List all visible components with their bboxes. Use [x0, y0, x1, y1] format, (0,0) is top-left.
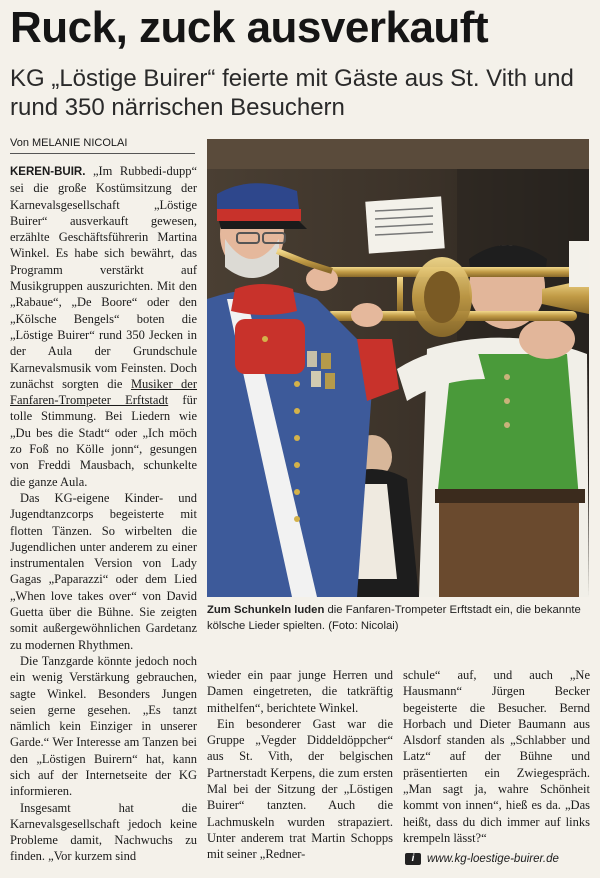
paragraph-1	[10, 163, 197, 490]
info-icon: i	[405, 853, 421, 865]
paragraph-2: Das KG-eigene Kinder- und Jugendtanzcorps begeisterte mit flotten Tänzen. So wirbelten die Jugendlichen unter anderem zu einer instrumentalen Version von Lady Gagas „Paparazzi“ oder dem Lied „When love takes over“ von David Guetta über die Bühne. Sie zeigten somit außergewöhnlichen Gardetanz zu modernen Rhythmen.	[10, 490, 197, 652]
paragraph-7: schule“ auf, und auch „Ne Hausmann“ Jürgen Becker begeisterte die Besucher. Bernd Horbach und Dieter Baumann aus Alsdorf standen als „Schlabber und Latz“ auf der Bühne und präsentierten ein Zwiegespräch. „Man sagt ja, wahre Schönheit kommt von innen“, hieß es da. „Das heißt, dass du dich immer auf links krempeln lässt?“	[403, 668, 590, 845]
paragraph-3: Die Tanzgarde könnte jedoch noch ein wenig Verstärkung gebrauchen, sagte Winkel. Besonders Jungen seien gerne gesehen. „Es tanzt nämlich kein Einziger in unserer Garde.“ Wer Interesse am Tanzen bei den „Löstigen Buirern“ hat, kann sich auf der Internetseite der KG informieren.	[10, 653, 197, 799]
paragraph-5: wieder ein paar junge Herren und Damen eingetreten, die tatkräftig mithelfen“, berichtete Winkel.	[207, 668, 393, 715]
website-url[interactable]: www.kg-loestige-buirer.de	[427, 853, 559, 865]
subheadline: KG „Löstige Buirer“ feierte mit Gäste aus St. Vith und rund 350 närrischen Besuchern	[10, 65, 574, 121]
byline: Von MELANIE NICOLAI	[10, 137, 195, 154]
caption-text: die Fanfaren-Trompeter Erftstadt ein, die bekannte kölsche Lieder spielten. (Foto: Nicolai)	[207, 604, 581, 632]
article-column-1	[10, 163, 197, 865]
article-column-3	[403, 667, 590, 846]
band-photo	[207, 139, 589, 597]
headline: Ruck, zuck ausverkauft	[10, 3, 489, 52]
website-reference	[405, 853, 595, 865]
paragraph-6: Ein besonderer Gast war die Gruppe „Vegder Diddeldöppcher“ aus St. Vith, der belgischen Partnerstadt Kerpens, die zum ersten Mal bei der Sitzung der „Löstigen Buirer“ tanzten. Auch die Lachmuskeln wurden strapaziert. Unter anderem trat Martin Schopps mit seiner „Redner-	[207, 716, 393, 862]
paragraph-1-end: für tolle Stimmung. Bei Liedern wie „Du bes die Stadt“ oder „Ich möch zo Foß no Kölle jonn“, gesungen von Freddi Mausbach, schunkelte die ganze Aula.	[10, 393, 197, 489]
article-column-2	[207, 667, 393, 863]
photo-caption	[207, 603, 589, 634]
paragraph-1-text: „Im Rubbedi-dupp“ sei die große Kostümsitzung der Karnevalsgesellschaft „Löstige Buirer“ ausverkauft gewesen, erzählte Geschäftsführerin Martina Winkel. Es habe sich bewährt, das Programm verstärkt auf Musikgruppen auszurichten. Mit den „Rabaue“, „De Boore“ oder den „Kölsche Bengels“ boten die „Löstige Buirer“ rund 350 Jecken in der Aula der Grundschule Karnevalsmusik vom Feinsten. Doch zunächst sorgten die	[10, 164, 197, 391]
trumpeters-illustration	[207, 139, 589, 597]
dateline: KEREN-BUIR.	[10, 166, 86, 178]
paragraph-4: Insgesamt hat die Karnevalsgesellschaft jedoch keine Probleme damit, Nachwuchs zu finden. „Vor kurzem sind	[10, 800, 197, 864]
band-name-link: Musiker der Fanfaren-Trompeter Erftstadt	[10, 376, 198, 408]
caption-lead: Zum Schunkeln luden	[207, 604, 325, 616]
